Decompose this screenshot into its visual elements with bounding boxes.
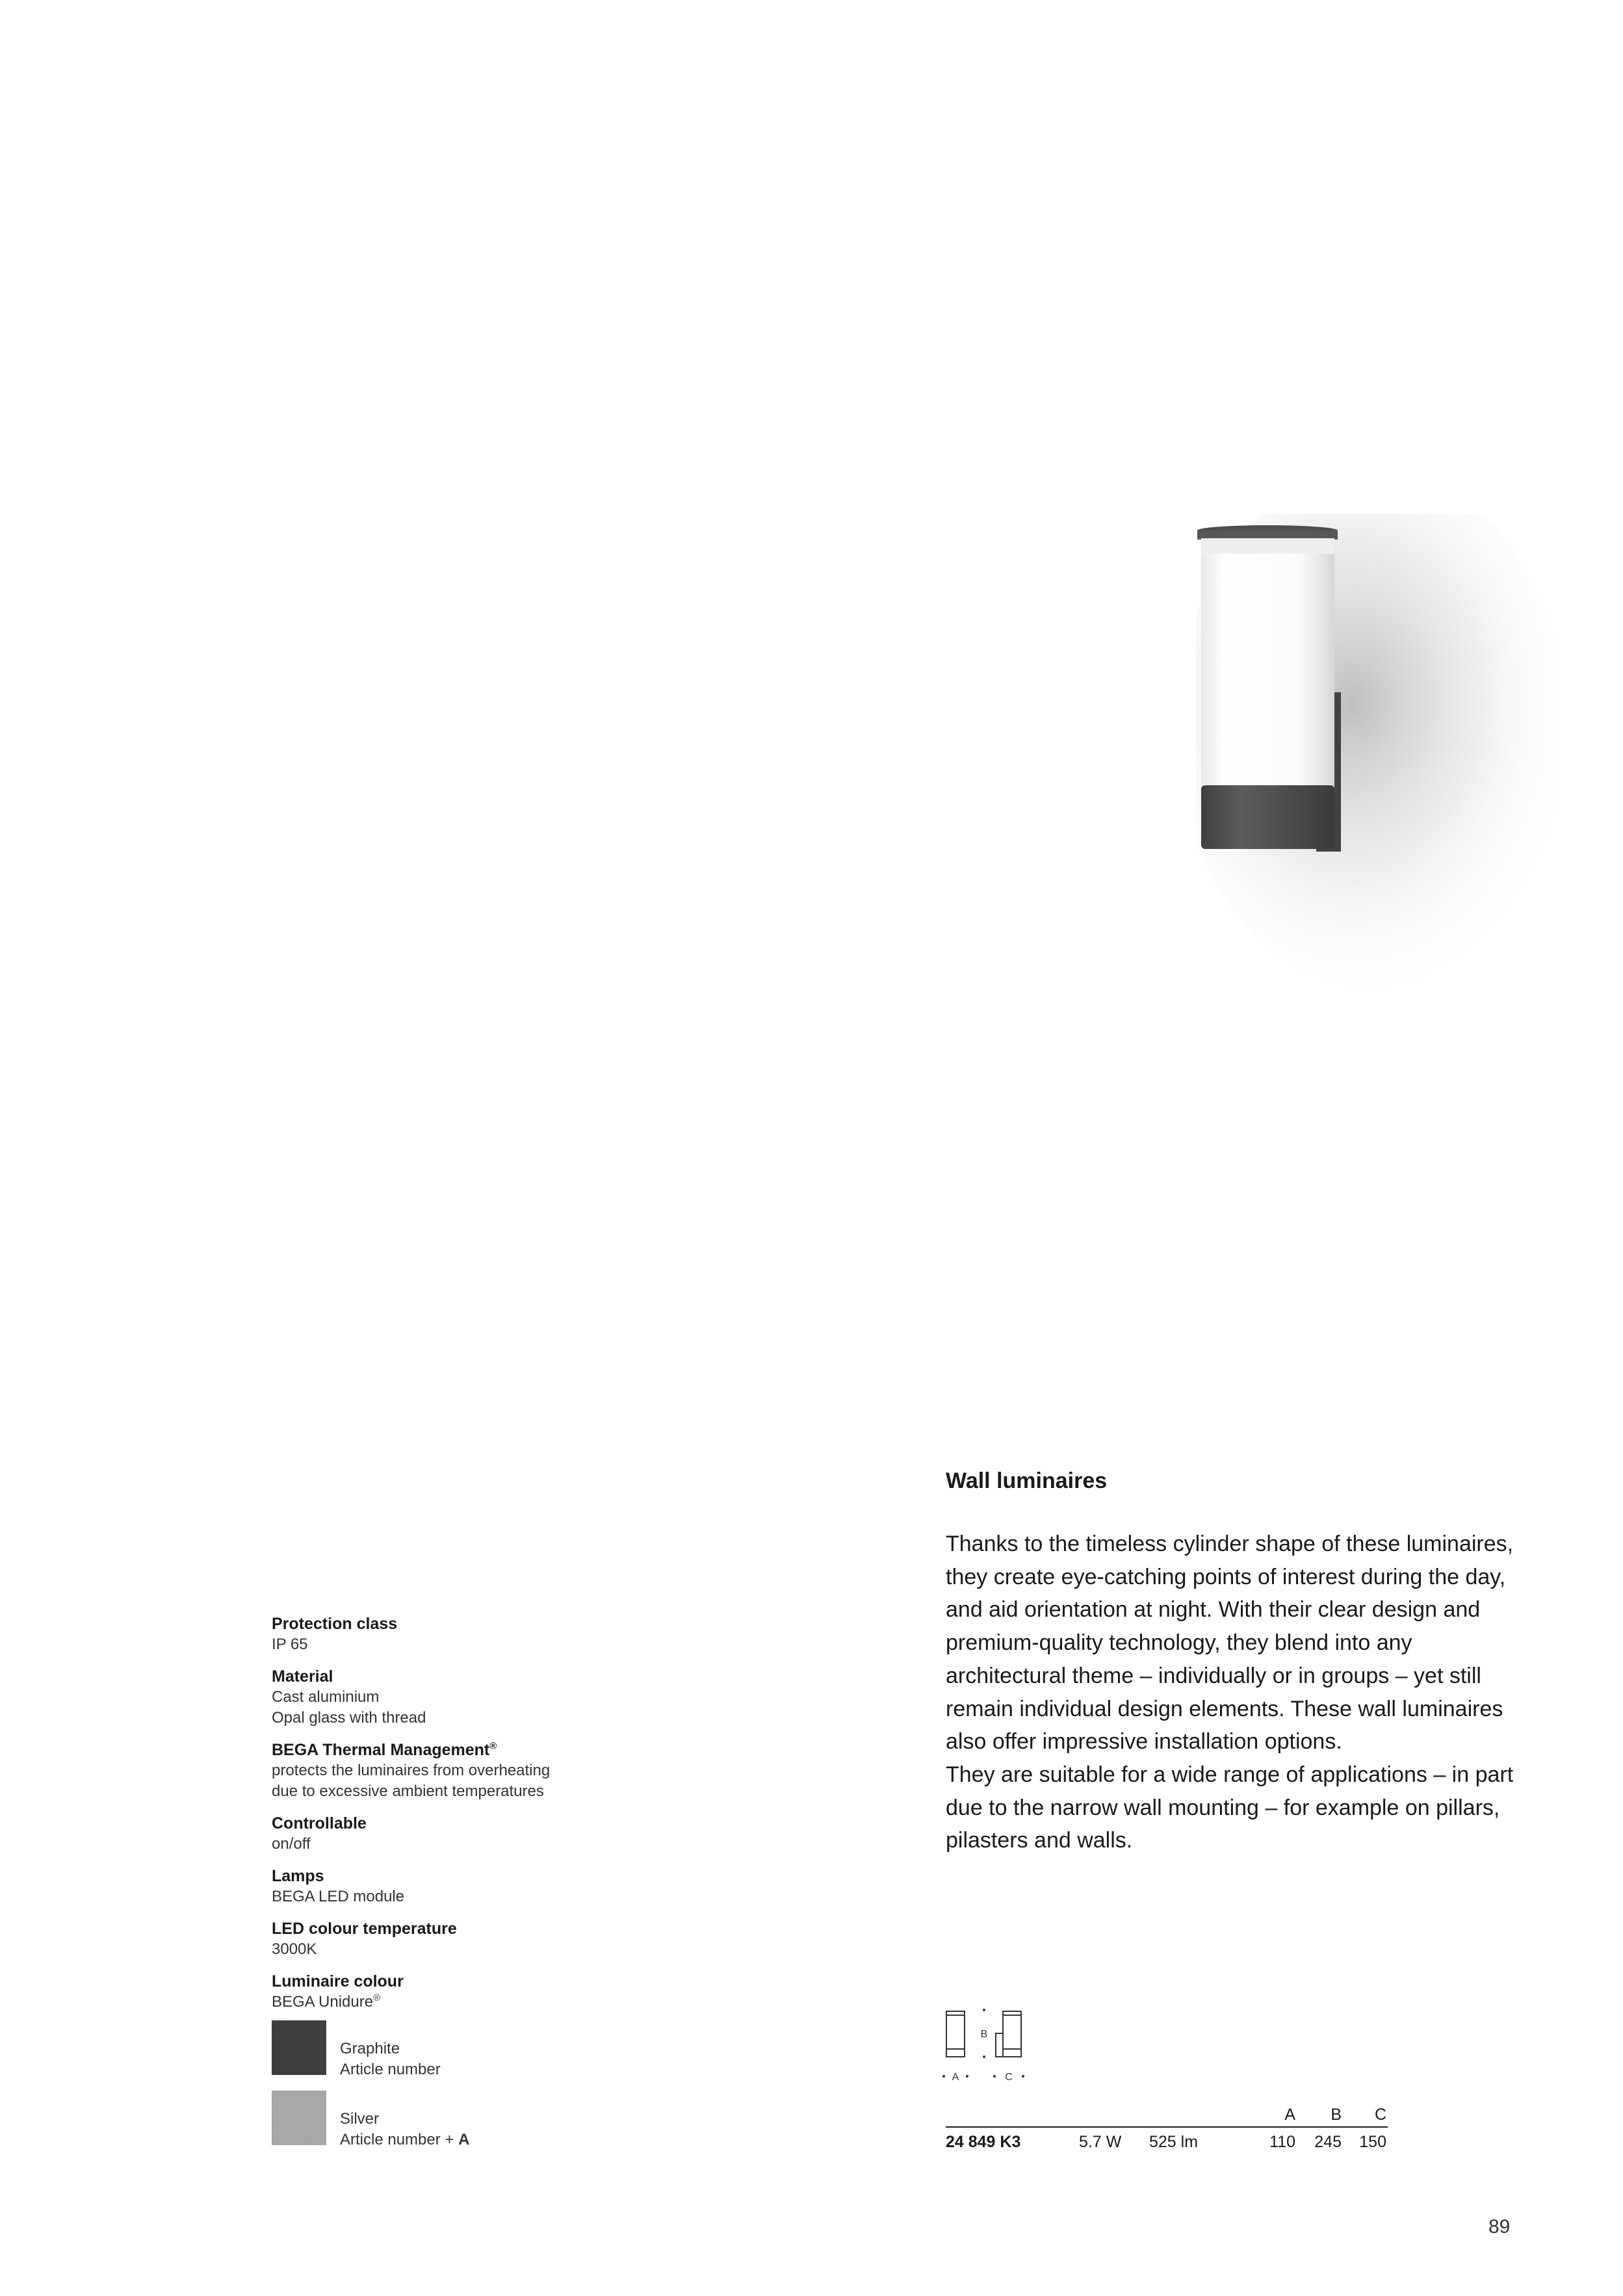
spec-value: IP 65 (272, 1636, 308, 1653)
spec-colour-temperature (272, 1918, 636, 1960)
spec-label: LED colour temperature (272, 1920, 457, 1938)
spec-label: Protection class (272, 1615, 398, 1633)
graphite-colour-chip (272, 2020, 326, 2075)
description-paragraph: They are suitable for a wide range of applications – in part due to the narrow wall mounting – for example on pillars, pilasters and walls. (946, 1762, 1514, 1853)
spec-lamps (272, 1866, 636, 1907)
spec-value: Cast aluminium (272, 1688, 380, 1706)
table-header (946, 2103, 1388, 2126)
article-table (946, 2103, 1388, 2154)
spec-material (272, 1666, 636, 1729)
swatch-name: Graphite (340, 2040, 400, 2057)
spec-label: Material (272, 1667, 333, 1686)
swatch-silver (272, 2091, 636, 2161)
dimension-c: 150 (1359, 2133, 1386, 2151)
spec-value: due to excessive ambient temperatures (272, 1782, 544, 1800)
header-c: C (1374, 2106, 1386, 2124)
swatch-suffix: A (458, 2131, 470, 2148)
dim-label-b: B (980, 2029, 988, 2040)
wattage: 5.7 W (1079, 2133, 1122, 2151)
spec-label: Lamps (272, 1867, 324, 1885)
swatch-graphite (272, 2020, 636, 2091)
spec-value: on/off (272, 1835, 311, 1853)
registered-mark: ® (373, 1992, 381, 2003)
spec-controllable (272, 1813, 636, 1855)
page-number: 89 (1488, 2216, 1511, 2237)
lumen: 525 lm (1149, 2133, 1199, 2151)
dimension-drawing-icon (941, 2003, 1039, 2088)
swatch-note: Article number (340, 2061, 441, 2078)
spec-luminaire-colour (272, 1971, 636, 2013)
spec-value: BEGA Unidure® (272, 1992, 381, 2011)
header-a: A (1284, 2106, 1295, 2124)
article-number: 24 849 K3 (946, 2133, 1021, 2151)
spec-value: Opal glass with thread (272, 1709, 426, 1727)
description-paragraph: Thanks to the timeless cylinder shape of these luminaires, they create eye-catching points of interest during the day, and aid orientation at night. With their clear design and premium-quality technology, they blend into any architectural theme – individually or in groups – yet still remain individual design elements. These wall luminaires also offer impressive installation options. (946, 1532, 1514, 1755)
swatch-note: Article number + A (340, 2131, 470, 2148)
spec-value: 3000K (272, 1940, 317, 1958)
dim-label-c: C (1005, 2072, 1013, 2083)
table-row (946, 2126, 1388, 2154)
page-title: Wall luminaires (946, 1468, 1108, 1493)
dimension-b: 245 (1314, 2133, 1342, 2151)
spec-label: Controllable (272, 1814, 367, 1833)
header-b: B (1331, 2106, 1342, 2124)
silver-colour-chip (272, 2091, 326, 2145)
spec-thermal-management (272, 1740, 636, 1802)
spec-label: Luminaire colour (272, 1972, 404, 1990)
spec-label: BEGA Thermal Management (272, 1741, 490, 1759)
description (946, 1528, 1518, 1857)
swatch-name: Silver (340, 2110, 380, 2128)
registered-mark: ® (489, 1740, 497, 1752)
dim-label-a: A (952, 2072, 959, 2083)
spec-value: protects the luminaires from overheating (272, 1762, 551, 1779)
colour-swatches (272, 2020, 636, 2161)
specifications (272, 1613, 636, 2024)
spec-value: BEGA LED module (272, 1888, 405, 1905)
dimension-a: 110 (1269, 2133, 1295, 2151)
wall-luminaire-image (1196, 514, 1560, 1008)
spec-protection-class (272, 1613, 636, 1655)
